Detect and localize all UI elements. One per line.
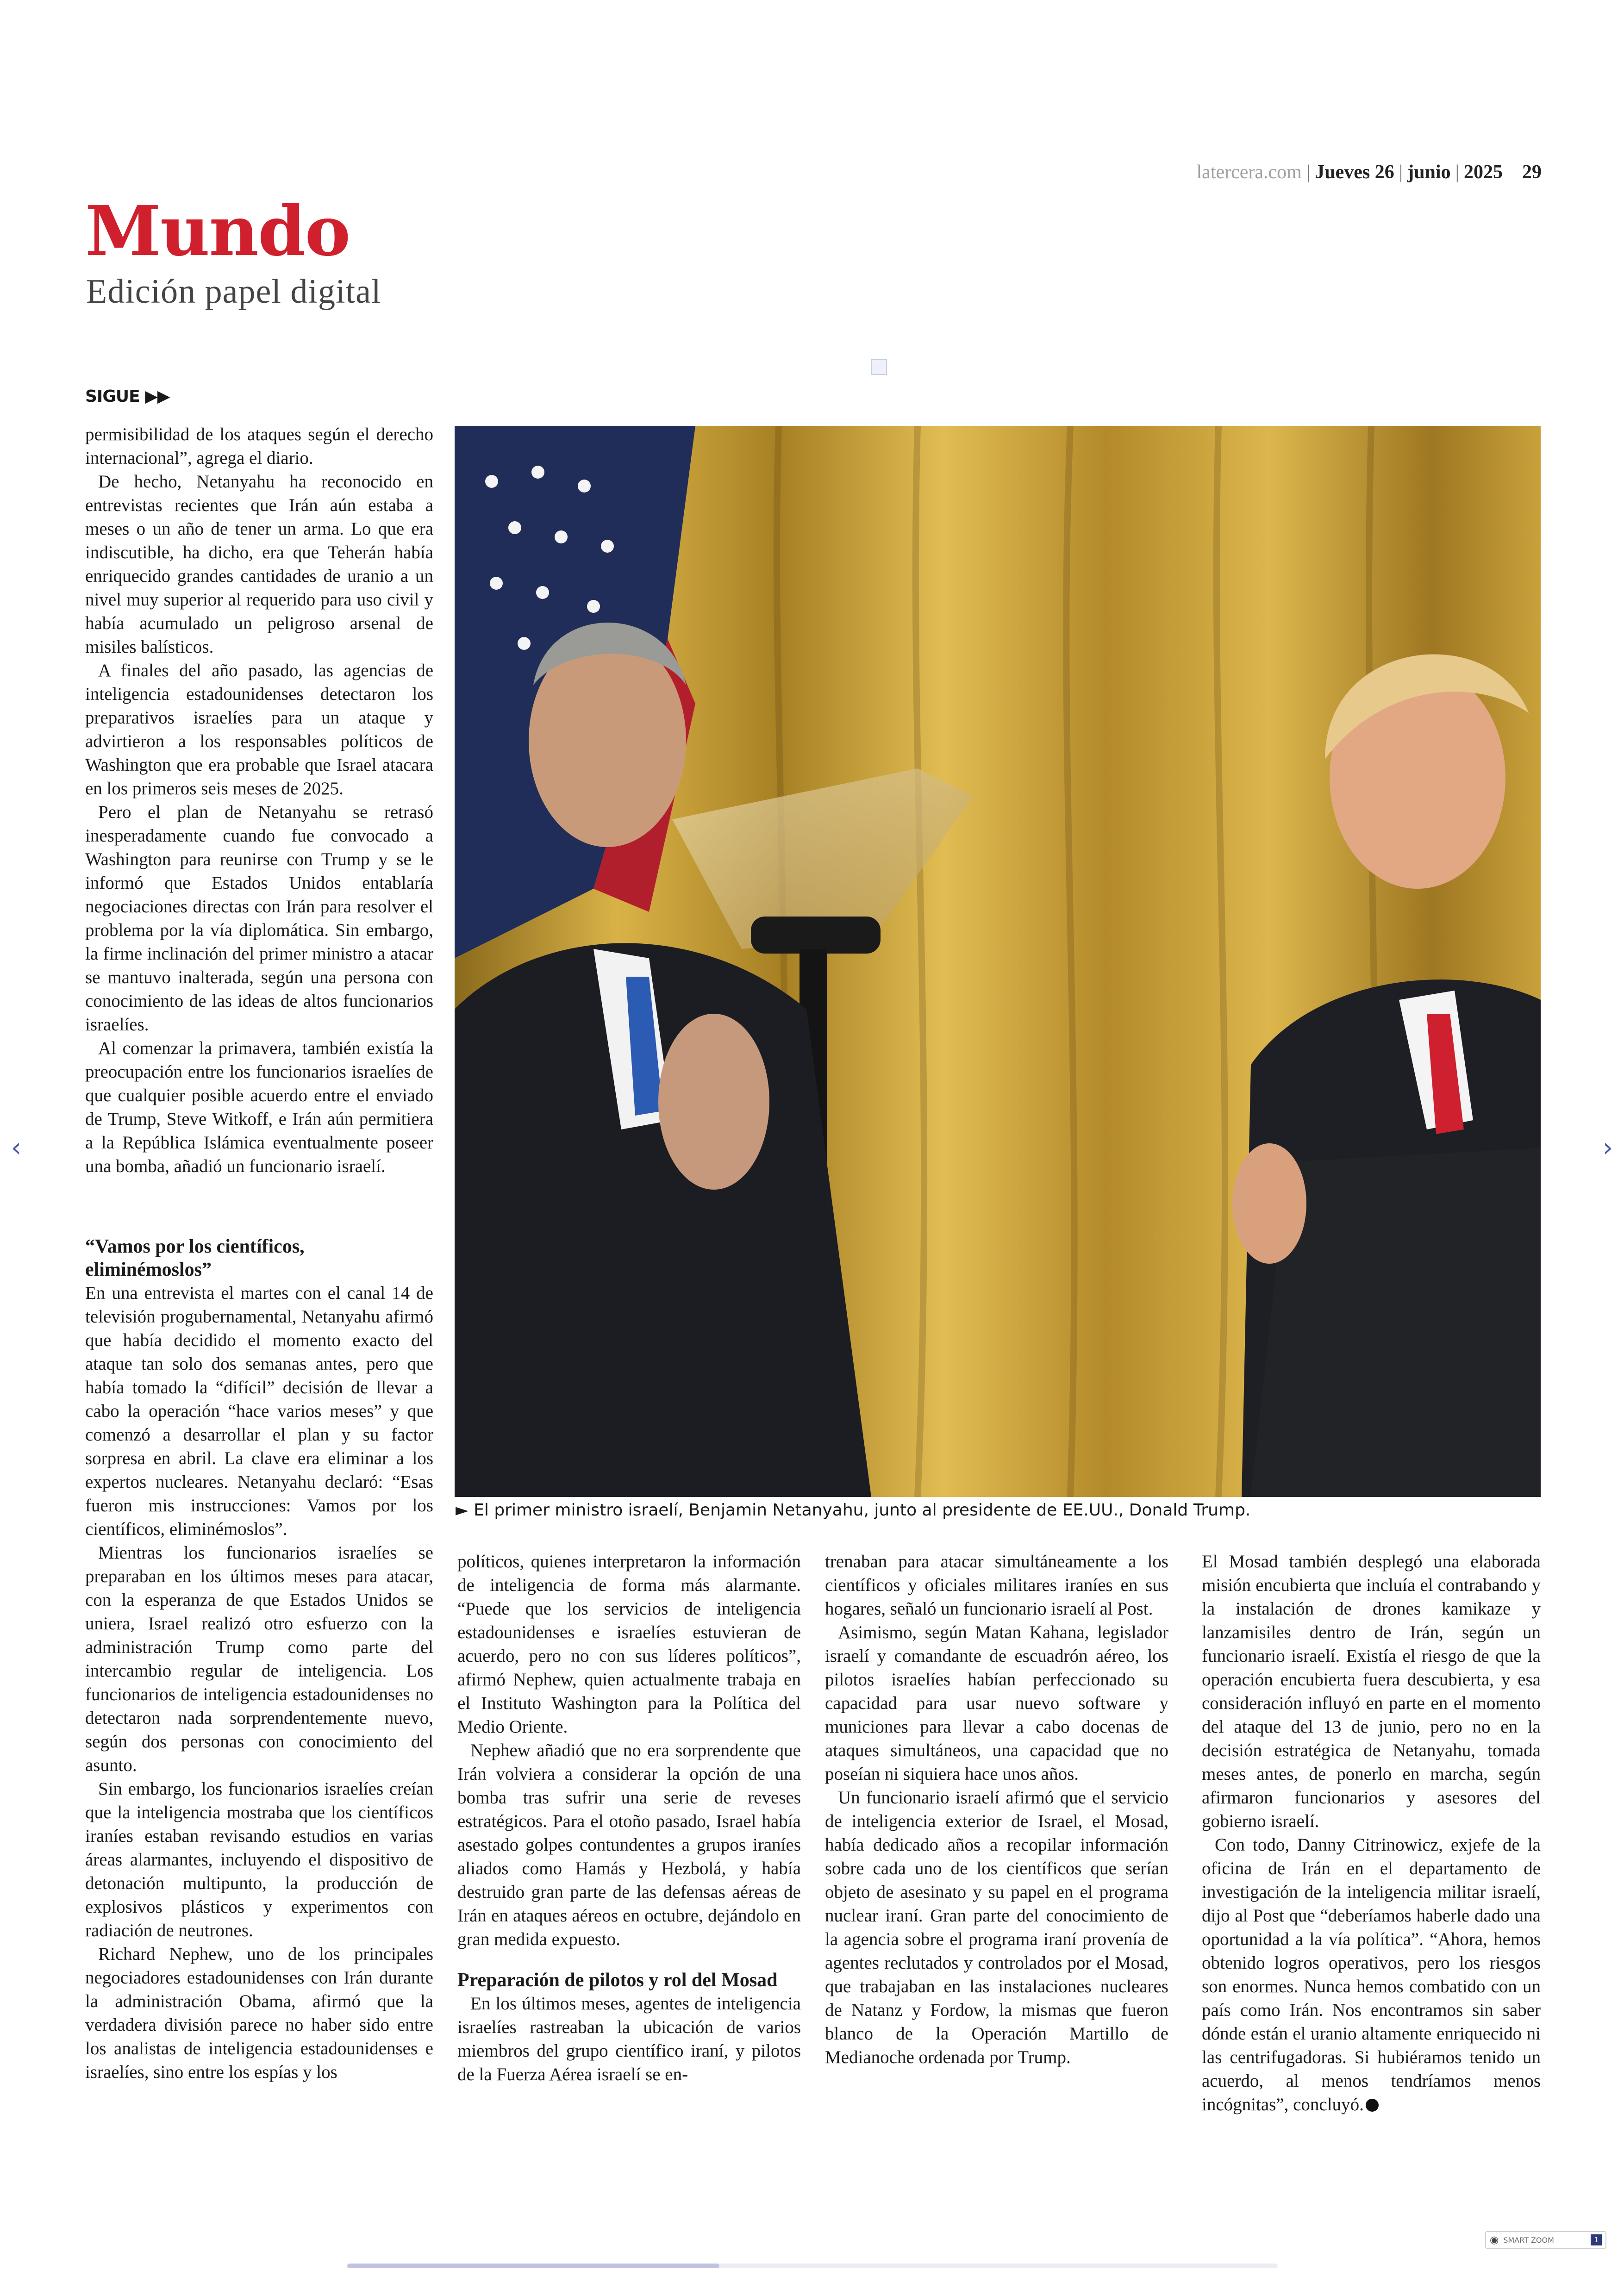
article-column-1-continued (85, 1235, 433, 2084)
paragraph: Pero el plan de Netanyahu se retrasó inesperadamente cuando fue convocado a Washington para reunirse con Trump y se le informó que Estados Unidos entablaría negociaciones directas con Irán para resolver el problema por la vía diplomática. Sin embargo, la firme inclinación del primer ministro a atacar se mantuvo inalterada, según una persona con conocimiento de las ideas de altos funcionarios israelíes. (85, 802, 433, 1035)
header-separator: | (1455, 162, 1459, 183)
article-column-4 (1202, 1550, 1541, 2116)
header-separator: | (1306, 162, 1311, 183)
section-subtitle: Edición papel digital (86, 273, 381, 311)
paragraph: Al comenzar la primavera, también existía la preocupación entre los funcionarios israelíes de que cualquier posible acuerdo entre el enviado de Trump, Steve Witkoff, e Irán aún permitiera a la República Islámica eventualmente poseer una bomba, añadió un funcionario israelí. (85, 1038, 433, 1176)
paragraph: políticos, quienes interpretaron la información de inteligencia de forma más alarmante. “Puede que los servicios de inteligencia estadounidenses e israelíes estuvieran de acuerdo, pero no con sus líderes políticos”, afirmó Nephew, quien actualmente trabaja en el Instituto Washington para la Política del Medio Oriente. (457, 1552, 801, 1737)
page-header (1197, 161, 1542, 183)
page-number: 29 (1522, 162, 1542, 183)
article-column-3 (825, 1550, 1168, 2069)
anchor-marker-icon[interactable] (871, 359, 887, 375)
page-scrollbar[interactable] (347, 2264, 1278, 2268)
previous-page-button[interactable]: ‹ (11, 1133, 22, 1163)
paragraph: permisibilidad de los ataques según el derecho internacional”, agrega el diario. (85, 424, 433, 468)
sigue-label: SIGUE ▶▶ (85, 387, 170, 406)
photo-illustration (455, 426, 1541, 1497)
next-page-button[interactable]: › (1602, 1133, 1613, 1163)
paragraph: A finales del año pasado, las agencias de inteligencia estadounidenses detectaron los preparativos israelíes para un ataque y advirtieron a los responsables políticos de Washington que era probable que Israel atacara en los primeros seis meses de 2025. (85, 661, 433, 798)
subheading: Preparación de pilotos y rol del Mosad (457, 1970, 778, 1991)
article-column-2 (457, 1550, 801, 2086)
article-photo (455, 426, 1541, 1497)
paragraph: trenaban para atacar simultáneamente a los científicos y oficiales militares iraníes en sus hogares, señaló un funcionario israelí al Post. (825, 1552, 1168, 1619)
paragraph: Asimismo, según Matan Kahana, legislador israelí y comandante de escuadrón aéreo, los pilotos israelíes habían perfeccionado su capacidad para usar nuevo software y municiones para llevar a cabo docenas de ataques simultáneos, una capacidad que no poseían ni siquiera hace unos años. (825, 1622, 1168, 1784)
paragraph-text: Con todo, Danny Citrinowicz, exjefe de la oficina de Irán en el departamento de investigación de la inteligencia militar israelí, dijo al Post que “deberíamos haberle dado una oportunidad a la vía política”. “Ahora, hemos obtenido logros operativos, pero los riesgos son enormes. Nunca hemos combatido con un país como Irán. Nos encontramos sin saber dónde están el uranio altamente enriquecido ni las centrifugadoras. Si hubiéramos tenido un acuerdo, al menos tendríamos menos incógnitas”, concluyó. (1202, 1835, 1541, 2114)
article-column-1 (85, 423, 433, 1178)
paragraph: Richard Nephew, uno de los principales negociadores estadounidenses con Irán durante la administración Obama, afirmó que la verdadera división parece no haber sido entre los analistas de inteligencia estadounidenses e israelíes, sino entre los espías y los (85, 1944, 433, 2082)
scrollbar-thumb[interactable] (347, 2264, 719, 2268)
header-month: junio (1407, 162, 1451, 183)
site-name: latercera.com (1196, 162, 1302, 183)
header-separator: | (1399, 162, 1403, 183)
paragraph: Mientras los funcionarios israelíes se preparaban en los últimos meses para atacar, con la esperanza de que Estados Unidos se uniera, Israel realizó otro esfuerzo con la administración Trump como parte del intercambio regular de inteligencia. Los funcionarios de inteligencia estadounidenses no detectaron nada sorprendentemente nuevo, según dos personas con conocimiento del asunto. (85, 1543, 433, 1775)
paragraph (1202, 1833, 1541, 2116)
paragraph: Nephew añadió que no era sorprendente que Irán volviera a considerar la opción de una bomba tras sufrir una serie de reveses estratégicos. Para el otoño pasado, Israel había asestado golpes contundentes a grupos iraníes aliados como Hamás y Hezbolá, y había destruido gran parte de las defensas aéreas de Irán en ataques aéreos en octubre, dejándolo en gran medida expuesto. (457, 1740, 801, 1949)
smart-zoom-count: 1 (1591, 2234, 1602, 2245)
paragraph: Un funcionario israelí afirmó que el servicio de inteligencia exterior de Israel, el Mosad, había dedicado años a recopilar información sobre cada uno de los científicos que serían objeto de asesinato y su papel en el programa nuclear iraní. Gran parte del conocimiento de la agencia sobre el programa iraní provenía de agentes reclutados y controlados por el Mosad, que trabajaban en las instalaciones nucleares de Natanz y Fordow, la mismas que fueron blanco de la Operación Martillo de Medianoche ordenada por Trump. (825, 1788, 1168, 2067)
paragraph: En una entrevista el martes con el canal 14 de televisión progubernamental, Netanyahu afirmó que había decidido el momento exacto del ataque tan solo dos semanas antes, pero que había tomado la “difícil” decisión de llevar a cabo la operación “hace varios meses” y que comenzó a desarrollar el plan y su factor sorpresa en abril. La clave era eliminar a los expertos nucleares. Netanyahu declaró: “Esas fueron mis instrucciones: Vamos por los científicos, eliminémoslos”. (85, 1283, 433, 1539)
paragraph: De hecho, Netanyahu ha reconocido en entrevistas recientes que Irán aún estaba a meses o un año de tener un arma. Lo que era indiscutible, ha dicho, era que Teherán había enriquecido grandes cantidades de uranio a un nivel muy superior al requerido para uso civil y había acumulado un peligroso arsenal de misiles balísticos. (85, 472, 433, 657)
smart-zoom-label: SMART ZOOM (1503, 2235, 1554, 2245)
end-of-article-icon (1366, 2099, 1379, 2112)
smart-zoom-button[interactable] (1485, 2231, 1606, 2249)
paragraph: Sin embargo, los funcionarios israelíes creían que la inteligencia mostraba que los científicos iraníes estaban revisando estudios en varias áreas alarmantes, incluyendo el dispositivo de detonación multipunto, la producción de explosivos plásticos y experimentos con radiación de neutrones. (85, 1779, 433, 1940)
photo-caption: ► El primer ministro israelí, Benjamin Netanyahu, junto al presidente de EE.UU., Donald Trump. (456, 1501, 1251, 1520)
header-date: Jueves 26 (1315, 162, 1394, 183)
section-title: Mundo (85, 191, 350, 271)
header-year: 2025 (1464, 162, 1503, 183)
paragraph: En los últimos meses, agentes de inteligencia israelíes rastreaban la ubicación de varios miembros del grupo científico iraní, y pilotos de la Fuerza Aérea israelí se en- (457, 1994, 801, 2084)
eye-icon: ◉ (1490, 2234, 1499, 2246)
paragraph: El Mosad también desplegó una elaborada misión encubierta que incluía el contrabando y la instalación de drones kamikaze y lanzamisiles dentro de Irán, según un funcionario israelí. Existía el riesgo de que la operación encubierta fuera descubierta, y esa consideración influyó en parte en el momento del ataque del 13 de junio, pero no en la decisión estratégica de Netanyahu, tomada meses antes, de ponerlo en marcha, según afirmaron funcionarios y asesores del gobierno israelí. (1202, 1552, 1541, 1831)
subheading: “Vamos por los científicos, eliminémoslos” (85, 1236, 305, 1280)
